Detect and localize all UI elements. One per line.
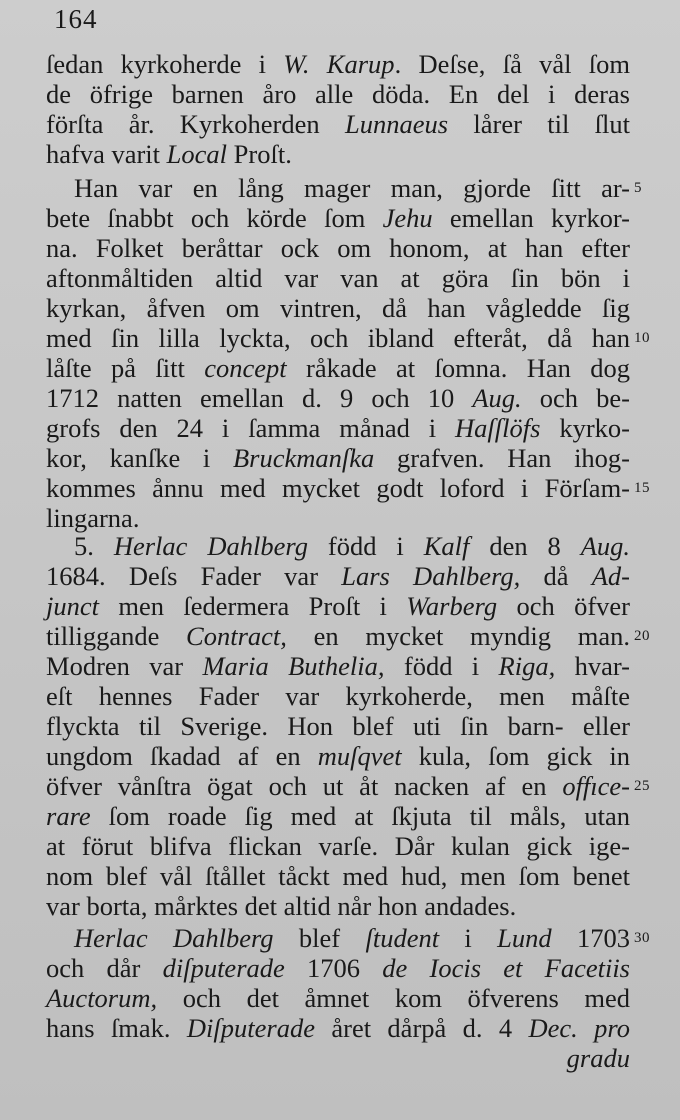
text-line: eſt hennes Fader var kyrkoherde, men måſte [46, 681, 630, 711]
margin-line-number: 20 [634, 628, 650, 644]
text-line: bete ſnabbt och körde ſom Jehu emellan kyrkor- [46, 203, 630, 233]
text-line: tilliggande Contract, en mycket myndig man. [46, 621, 630, 651]
text-line: öfver vånſtra ögat och ut åt nacken af en offıce- [46, 771, 630, 801]
text-line: kor, kanſke i Bruckmanſka grafven. Han ihog- [46, 443, 631, 473]
text-line: ungdom ſkadad af en muſqvet kula, ſom gick in [46, 741, 630, 771]
text-line: Modren var Maria Buthelia, född i Riga, hvar- [46, 651, 630, 681]
text-line: gradu [566, 1043, 630, 1073]
text-line: aftonmåltiden altid var van at göra ſin bön i [46, 263, 630, 293]
text-line: Herlac Dahlberg blef ſtudent i Lund 1703 [74, 923, 631, 953]
text-line: flyckta til Sverige. Hon blef uti ſin barn- eller [46, 711, 630, 741]
text-line: nom blef vål ſtållet tåckt med hud, men ſom benet [46, 861, 630, 891]
text-line: och dår diſputerade 1706 de Iocis et Facetiis [46, 953, 630, 983]
text-line: var borta, mårktes det altid når hon andades. [46, 891, 517, 921]
text-line: 1712 natten emellan d. 9 och 10 Aug. och be- [46, 383, 630, 413]
text-line: låſte på ſitt concept råkade at ſomna. Han dog [46, 353, 631, 383]
margin-line-number: 15 [634, 480, 650, 496]
text-line: 1684. Deſs Fader var Lars Dahlberg, då Ad- [46, 561, 630, 591]
text-line: Auctorum, och det åmnet kom öfverens med [46, 983, 630, 1013]
text-line: lingarna. [46, 503, 140, 533]
text-line: hafva varit Local Proſt. [46, 139, 292, 169]
text-line: kommes ånnu med mycket godt loford i Förſam- [46, 473, 630, 503]
text-line: de öfrige barnen åro alle döda. En del i deras [46, 79, 630, 109]
margin-line-number: 5 [634, 180, 642, 196]
text-line: förſta år. Kyrkoherden Lunnaeus lårer til ſlut [46, 109, 630, 139]
margin-line-number: 10 [634, 330, 650, 346]
text-line: kyrkan, åfven om vintren, då han vågledde ſig [46, 293, 630, 323]
text-line: med ſin lilla lyckta, och ibland efteråt, då han [46, 323, 630, 353]
text-line: at förut blifva flickan varſe. Dår kulan gick ige- [46, 831, 630, 861]
margin-line-number: 25 [634, 778, 650, 794]
text-line: na. Folket beråttar ock om honom, at han efter [46, 233, 630, 263]
page-number: 164 [54, 4, 98, 34]
margin-line-number: 30 [634, 930, 650, 946]
text-line: Han var en lång mager man, gjorde ſitt ar- [74, 173, 630, 203]
text-line: 5. Herlac Dahlberg född i Kalf den 8 Aug. [74, 531, 631, 561]
text-line: junct men ſedermera Proſt i Warberg och öfver [46, 591, 630, 621]
text-line: ſedan kyrkoherde i W. Karup. Deſse, ſå vål ſom [46, 49, 630, 79]
text-line: rare ſom roade ſig med at ſkjuta til måls, utan [46, 801, 630, 831]
text-line: hans ſmak. Diſputerade året dårpå d. 4 Dec. pro [46, 1013, 630, 1043]
text-line: grofs den 24 i ſamma månad i Haſſlöfs kyrko- [46, 413, 630, 443]
